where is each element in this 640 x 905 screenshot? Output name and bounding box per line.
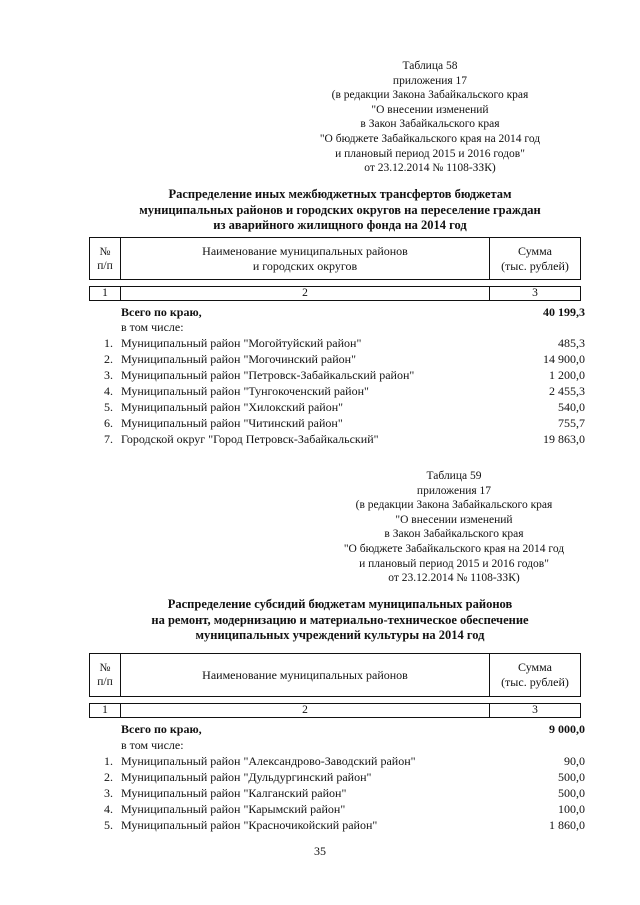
table-59-caption <box>324 469 584 586</box>
table-59-including <box>89 738 585 753</box>
header-sum-line: (тыс. рублей) <box>501 258 569 273</box>
caption-line: Таблица 58 <box>402 60 458 72</box>
row-amount: 500,0 <box>558 786 585 800</box>
caption-line: в Закон Забайкальского края <box>384 528 524 541</box>
caption-line: и плановый период 2015 и 2016 годов" <box>335 147 525 160</box>
header-sum-line: Сумма <box>518 243 552 258</box>
row-number: 4. <box>104 802 113 816</box>
col-number: 3 <box>532 704 538 716</box>
row-number: 3. <box>104 786 113 800</box>
row-number: 4. <box>104 384 113 398</box>
row-number: 5. <box>104 818 113 832</box>
total-value: 40 199,3 <box>543 305 585 319</box>
total-label: Всего по краю, <box>121 722 202 736</box>
total-value: 9 000,0 <box>549 722 585 736</box>
row-amount: 100,0 <box>558 802 585 816</box>
table-59-title <box>60 597 620 644</box>
table-59-column-numbers <box>89 703 581 718</box>
title-line: Распределение иных межбюджетных трансфертов бюджетам <box>168 187 512 201</box>
table-58-title <box>60 187 620 234</box>
table-row <box>89 786 585 801</box>
table-59-header <box>89 653 581 697</box>
caption-line: "О бюджете Забайкальского края на 2014 год <box>343 542 565 555</box>
title-line: на ремонт, модернизацию и материально-техническое обеспечение <box>151 612 529 627</box>
header-num-line: № <box>99 245 111 258</box>
header-num <box>90 238 121 279</box>
header-name-line: и городских округов <box>252 258 358 273</box>
row-name: Муниципальный район "Александрово-Заводский район" <box>121 754 416 768</box>
caption-line: "О внесении изменений <box>395 513 513 526</box>
row-number: 2. <box>104 352 113 366</box>
header-name-line: Наименование муниципальных районов <box>202 667 408 682</box>
row-name: Муниципальный район "Красночикойский район" <box>121 818 378 832</box>
col-number: 2 <box>121 287 490 300</box>
row-name: Муниципальный район "Петровск-Забайкальский район" <box>121 368 415 382</box>
caption-line: от 23.12.2014 № 1108-ЗЗК) <box>364 162 496 175</box>
header-name-line: Наименование муниципальных районов <box>202 243 408 258</box>
table-row <box>89 368 585 383</box>
title-line: Распределение субсидий бюджетам муниципальных районов <box>167 597 513 611</box>
caption-line: "О внесении изменений <box>371 103 489 116</box>
row-number: 1. <box>104 336 113 350</box>
header-sum <box>490 654 580 696</box>
row-number: 7. <box>104 432 113 446</box>
caption-line: в Закон Забайкальского края <box>360 118 500 131</box>
caption-line: "О бюджете Забайкальского края на 2014 год <box>319 132 541 145</box>
caption-line: Таблица 59 <box>426 470 482 482</box>
row-number: 5. <box>104 400 113 414</box>
table-row <box>89 416 585 431</box>
row-name: Муниципальный район "Могойтуйский район" <box>121 336 362 350</box>
row-amount: 19 863,0 <box>543 432 585 446</box>
col-number: 1 <box>90 287 121 300</box>
table-58-column-numbers <box>89 286 581 301</box>
table-row <box>89 384 585 399</box>
caption-line: и плановый период 2015 и 2016 годов" <box>359 557 549 570</box>
total-label: Всего по краю, <box>121 305 202 319</box>
row-amount: 90,0 <box>564 754 585 768</box>
row-number: 6. <box>104 416 113 430</box>
col-number: 2 <box>121 704 490 717</box>
row-name: Муниципальный район "Тунгокоченский район" <box>121 384 369 398</box>
table-58-caption <box>300 59 560 176</box>
row-name: Муниципальный район "Дульдургинский район" <box>121 770 372 784</box>
row-name: Муниципальный район "Хилокский район" <box>121 400 344 414</box>
including-label: в том числе: <box>121 320 184 334</box>
header-num-line: п/п <box>97 676 113 688</box>
table-row <box>89 432 585 447</box>
row-number: 1. <box>104 754 113 768</box>
table-58-header <box>89 237 581 280</box>
header-name <box>121 654 490 696</box>
row-amount: 755,7 <box>558 416 585 430</box>
header-sum <box>490 238 580 279</box>
caption-line: (в редакции Закона Забайкальского края <box>331 89 529 102</box>
caption-line: приложения 17 <box>416 484 492 497</box>
table-row <box>89 802 585 817</box>
row-amount: 485,3 <box>558 336 585 350</box>
row-amount: 500,0 <box>558 770 585 784</box>
row-number: 3. <box>104 368 113 382</box>
row-name: Муниципальный район "Могочинский район" <box>121 352 356 366</box>
caption-line: (в редакции Закона Забайкальского края <box>355 499 553 512</box>
row-amount: 1 860,0 <box>549 818 585 832</box>
col-number: 1 <box>90 704 121 717</box>
table-row <box>89 818 585 833</box>
table-row <box>89 400 585 415</box>
row-amount: 540,0 <box>558 400 585 414</box>
row-number: 2. <box>104 770 113 784</box>
row-name: Городской округ "Город Петровск-Забайкальский" <box>121 432 379 446</box>
header-num <box>90 654 121 696</box>
including-label: в том числе: <box>121 738 184 752</box>
header-sum-line: (тыс. рублей) <box>501 675 569 689</box>
title-line: муниципальных районов и городских округов на переселение граждан <box>139 202 541 217</box>
table-row <box>89 754 585 769</box>
title-line: из аварийного жилищного фонда на 2014 год <box>213 218 467 232</box>
row-name: Муниципальный район "Калганский район" <box>121 786 347 800</box>
caption-line: от 23.12.2014 № 1108-ЗЗК) <box>388 572 520 585</box>
header-name <box>121 238 490 279</box>
table-row <box>89 352 585 367</box>
page-number: 35 <box>314 844 326 858</box>
table-58-including <box>89 320 585 335</box>
header-num-line: № <box>99 662 111 674</box>
header-num-line: п/п <box>97 259 113 272</box>
row-amount: 14 900,0 <box>543 352 585 366</box>
title-line: муниципальных учреждений культуры на 2014 год <box>195 628 485 642</box>
table-row <box>89 770 585 785</box>
row-amount: 2 455,3 <box>549 384 585 398</box>
table-58-total-row <box>89 305 585 320</box>
col-number: 3 <box>532 287 538 299</box>
header-sum-line: Сумма <box>518 660 552 674</box>
row-name: Муниципальный район "Карымский район" <box>121 802 346 816</box>
table-59-total-row <box>89 722 585 737</box>
row-amount: 1 200,0 <box>549 368 585 382</box>
caption-line: приложения 17 <box>392 74 468 87</box>
row-name: Муниципальный район "Читинский район" <box>121 416 343 430</box>
table-row <box>89 336 585 351</box>
